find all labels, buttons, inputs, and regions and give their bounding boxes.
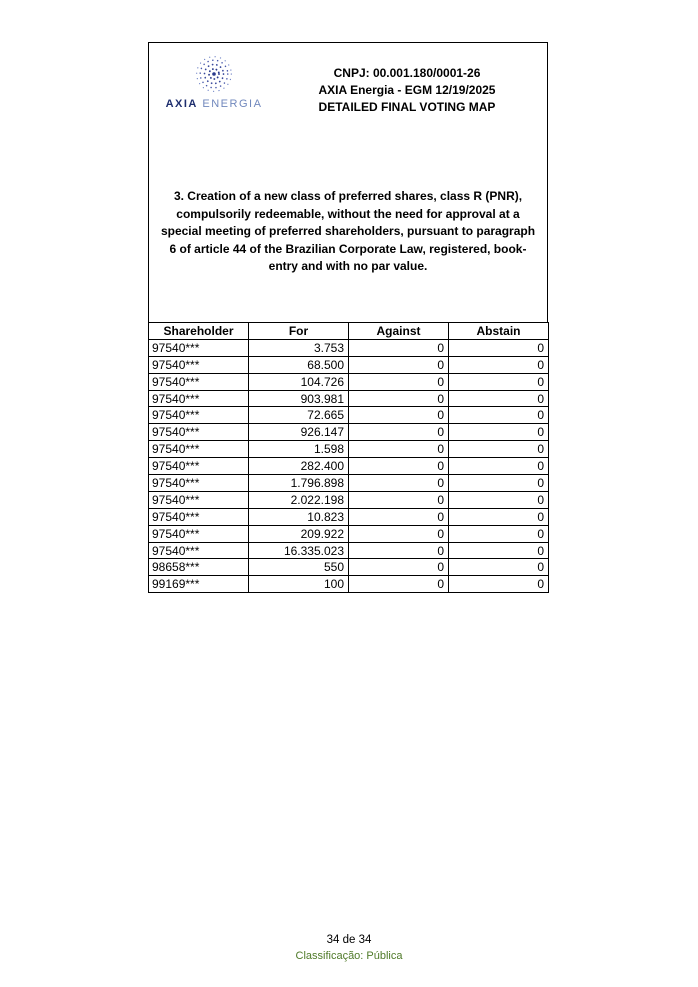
- col-header-for: For: [249, 323, 349, 340]
- table-row: [149, 424, 549, 441]
- cell-for: 100: [249, 576, 349, 593]
- cell-abstain: 0: [449, 441, 549, 458]
- classification-label: Classificação: Pública: [295, 950, 403, 962]
- col-header-abstain: Abstain: [449, 323, 549, 340]
- cell-for: 16.335.023: [249, 542, 349, 559]
- cell-shareholder: 97540***: [149, 424, 249, 441]
- cell-against: 0: [349, 542, 449, 559]
- cell-shareholder: 97540***: [149, 475, 249, 492]
- cell-against: 0: [349, 508, 449, 525]
- cell-against: 0: [349, 491, 449, 508]
- voting-table: [148, 322, 549, 593]
- cell-against: 0: [349, 407, 449, 424]
- table-row: [149, 508, 549, 525]
- cell-for: 3.753: [249, 339, 349, 356]
- table-row: [149, 373, 549, 390]
- cell-abstain: 0: [449, 491, 549, 508]
- cell-against: 0: [349, 559, 449, 576]
- cell-for: 2.022.198: [249, 491, 349, 508]
- col-header-shareholder: Shareholder: [149, 323, 249, 340]
- table-row: [149, 576, 549, 593]
- cnpj-line: CNPJ: 00.001.180/0001-26: [333, 66, 481, 80]
- table-row: [149, 407, 549, 424]
- cell-against: 0: [349, 339, 449, 356]
- agenda-item-text: 3. Creation of a new class of preferred shares, class R (PNR), compulsorily redeemable, without the need for approval at a special meeting of preferred shareholders, pursuant to paragraph 6 of article 44 of the Brazilian Corporate Law, registered, book-entry and with no par value.: [160, 189, 536, 273]
- cell-abstain: 0: [449, 339, 549, 356]
- cell-for: 550: [249, 559, 349, 576]
- cell-for: 903.981: [249, 390, 349, 407]
- cell-shareholder: 97540***: [149, 390, 249, 407]
- cell-shareholder: 97540***: [149, 373, 249, 390]
- cell-for: 72.665: [249, 407, 349, 424]
- table-row: [149, 458, 549, 475]
- logo-word-axia: AXIA: [165, 98, 198, 110]
- cell-shareholder: 97540***: [149, 407, 249, 424]
- col-header-against: Against: [349, 323, 449, 340]
- cell-against: 0: [349, 576, 449, 593]
- cell-shareholder: 97540***: [149, 508, 249, 525]
- cell-for: 68.500: [249, 356, 349, 373]
- meeting-line: AXIA Energia - EGM 12/19/2025: [318, 83, 496, 97]
- table-row: [149, 441, 549, 458]
- cell-for: 1.598: [249, 441, 349, 458]
- cell-shareholder: 97540***: [149, 542, 249, 559]
- cell-shareholder: 97540***: [149, 339, 249, 356]
- cell-for: 10.823: [249, 508, 349, 525]
- cell-against: 0: [349, 458, 449, 475]
- cell-for: 1.796.898: [249, 475, 349, 492]
- cell-abstain: 0: [449, 542, 549, 559]
- cell-shareholder: 97540***: [149, 356, 249, 373]
- table-row: [149, 475, 549, 492]
- cell-abstain: 0: [449, 576, 549, 593]
- header-row: [155, 51, 541, 116]
- cell-abstain: 0: [449, 475, 549, 492]
- logo-word-energia: ENERGIA: [202, 98, 263, 110]
- table-row: [149, 356, 549, 373]
- table-row: [149, 339, 549, 356]
- cell-shareholder: 97540***: [149, 491, 249, 508]
- cell-abstain: 0: [449, 508, 549, 525]
- cell-abstain: 0: [449, 424, 549, 441]
- voting-table-header-row: [149, 323, 549, 340]
- cell-abstain: 0: [449, 356, 549, 373]
- cell-abstain: 0: [449, 390, 549, 407]
- cell-abstain: 0: [449, 525, 549, 542]
- cell-abstain: 0: [449, 373, 549, 390]
- logo-wordmark: [166, 98, 263, 110]
- cell-shareholder: 99169***: [149, 576, 249, 593]
- cell-abstain: 0: [449, 559, 549, 576]
- cell-against: 0: [349, 525, 449, 542]
- table-row: [149, 525, 549, 542]
- header-text-block: [273, 51, 541, 116]
- cell-shareholder: 97540***: [149, 525, 249, 542]
- cell-abstain: 0: [449, 458, 549, 475]
- cell-shareholder: 97540***: [149, 458, 249, 475]
- table-row: [149, 491, 549, 508]
- document-title: DETAILED FINAL VOTING MAP: [318, 100, 496, 114]
- table-row: [149, 559, 549, 576]
- cell-against: 0: [349, 390, 449, 407]
- voting-table-body: [149, 339, 549, 592]
- cell-against: 0: [349, 373, 449, 390]
- cell-for: 282.400: [249, 458, 349, 475]
- page-number: 34 de 34: [326, 934, 372, 946]
- document-header-box: [148, 42, 548, 323]
- table-row: [149, 390, 549, 407]
- cell-shareholder: 98658***: [149, 559, 249, 576]
- table-row: [149, 542, 549, 559]
- cell-abstain: 0: [449, 407, 549, 424]
- axia-logo: [155, 51, 273, 110]
- cell-against: 0: [349, 424, 449, 441]
- cell-for: 926.147: [249, 424, 349, 441]
- cell-for: 209.922: [249, 525, 349, 542]
- cell-shareholder: 97540***: [149, 441, 249, 458]
- cell-against: 0: [349, 441, 449, 458]
- cell-against: 0: [349, 356, 449, 373]
- cell-against: 0: [349, 475, 449, 492]
- cell-for: 104.726: [249, 373, 349, 390]
- dotted-globe-icon: [195, 55, 233, 93]
